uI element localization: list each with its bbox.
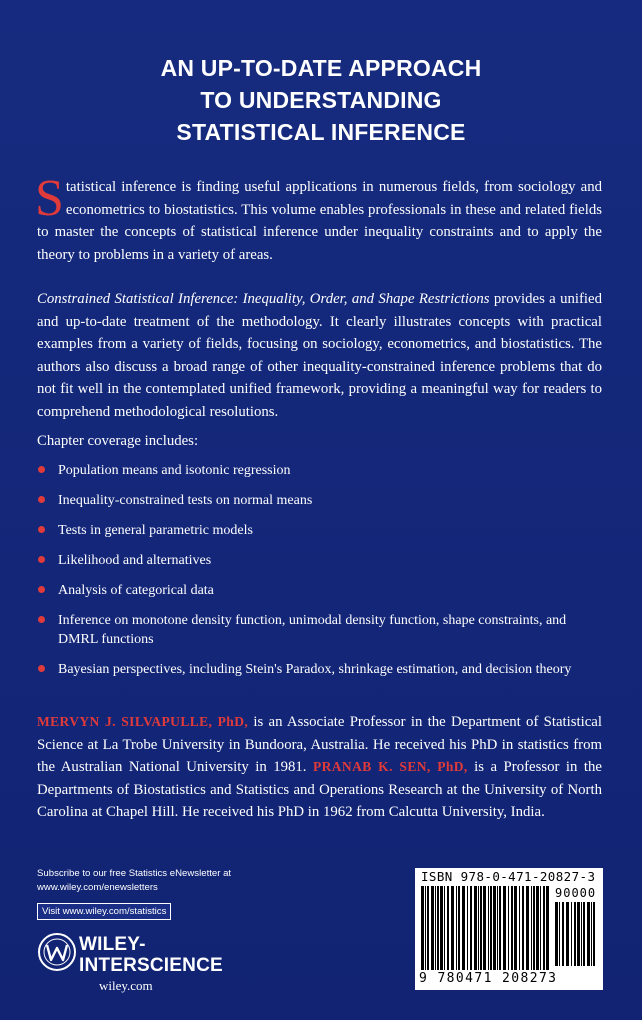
description-paragraph xyxy=(37,288,602,423)
coverage-heading: Chapter coverage includes: xyxy=(37,433,199,449)
barcode-bar xyxy=(483,886,486,970)
bullet-icon xyxy=(38,466,45,473)
barcode-bar xyxy=(526,886,529,970)
barcode-bar xyxy=(440,886,443,970)
description-text: provides a unified and up-to-date treatment of the methodology. It clearly illustrates concepts with practical examples from a variety of fields, focusing on sociology, econometrics, and biostatistics. The authors also discuss a broad range of other inequality-constrained inference problems that do not fit well in the contemplated unified framework, providing a meaningful way for readers to comprehend methodological resolutions. xyxy=(37,291,602,420)
barcode-bar xyxy=(531,886,532,970)
addon-barcode-icon xyxy=(555,902,597,966)
barcode-bar xyxy=(540,886,541,970)
barcode-bar xyxy=(587,902,590,966)
barcode-bar xyxy=(577,902,580,966)
book-title: Constrained Statistical Inference: Inequality, Order, and Shape Restrictions xyxy=(37,291,490,307)
barcode-bar xyxy=(435,886,436,970)
barcode-bar xyxy=(462,886,465,970)
headline-line-3: STATISTICAL INFERENCE xyxy=(176,119,466,145)
headline xyxy=(0,52,642,148)
barcode-bar xyxy=(427,886,429,970)
barcode-bar xyxy=(546,886,549,970)
barcode-block xyxy=(415,868,603,990)
author-bios xyxy=(37,711,602,824)
barcode-bar xyxy=(451,886,454,970)
wiley-emblem-icon xyxy=(37,932,77,972)
list-item: Likelihood and alternatives xyxy=(37,551,597,570)
barcode-bar xyxy=(503,886,506,970)
intro-text: tatistical inference is finding useful applications in numerous fields, from sociology and econometrics to biostatistics. This volume enables professionals in these and related fields to master the concepts of statistical inference under inequality constraints and to apply the theory to problems in a variety of areas. xyxy=(37,179,602,263)
list-item: Population means and isotonic regression xyxy=(37,461,597,480)
publisher-logo-text: WILEY- INTERSCIENCE xyxy=(79,934,223,976)
barcode-bar xyxy=(431,886,434,970)
newsletter-note xyxy=(37,867,231,895)
author-1-bio: is an Associate Professor in the Department of Statistical Science at La Trobe University in Bundoora, Australia. He received his PhD in statistics from the Australian National University in 1981. xyxy=(37,714,602,775)
barcode-bar xyxy=(571,902,572,966)
intro-paragraph xyxy=(35,170,602,266)
bullet-icon xyxy=(38,496,45,503)
author-1-name: MERVYN J. SILVAPULLE, PhD, xyxy=(37,714,249,729)
barcode-bar xyxy=(499,886,501,970)
barcode-bar xyxy=(555,902,558,966)
barcode-bar xyxy=(456,886,457,970)
barcode-bar xyxy=(425,886,426,970)
author-2-bio: is a Professor in the Departments of Biostatistics and Statistics and Operations Research at the University of North Carolina at Chapel Hill. He received his PhD in 1962 from Calcutta University, India. xyxy=(37,759,602,820)
barcode-bar xyxy=(444,886,445,970)
barcode-bar xyxy=(593,902,595,966)
barcode-bar xyxy=(559,902,560,966)
barcode-bar xyxy=(488,886,489,970)
ean-number: 9 780471 208273 xyxy=(419,971,558,986)
barcode-bar xyxy=(536,886,539,970)
newsletter-url[interactable]: www.wiley.com/enewsletters xyxy=(37,882,158,893)
barcode-bar xyxy=(566,902,569,966)
publisher-logo xyxy=(37,928,237,998)
barcode-bar xyxy=(421,886,424,970)
barcode-bar xyxy=(497,886,498,970)
list-item: Inequality-constrained tests on normal means xyxy=(37,491,597,510)
barcode-bar xyxy=(493,886,496,970)
publisher-url[interactable]: wiley.com xyxy=(99,978,153,993)
barcode-addon: 90000 xyxy=(555,886,597,900)
headline-line-1: AN UP-TO-DATE APPROACH xyxy=(160,55,482,81)
barcode-bar xyxy=(470,886,472,970)
bullet-icon xyxy=(38,616,45,623)
barcode-bar xyxy=(522,886,524,970)
author-2-name: PRANAB K. SEN, PhD, xyxy=(312,759,468,774)
barcode-bar xyxy=(574,902,576,966)
barcode-bar xyxy=(480,886,482,970)
barcode-bar xyxy=(581,902,582,966)
barcode-bar xyxy=(514,886,517,970)
barcode-icon xyxy=(421,886,551,970)
newsletter-line: Subscribe to our free Statistics eNewsletter at xyxy=(37,868,232,879)
barcode-bar xyxy=(533,886,535,970)
headline-line-2: TO UNDERSTANDING xyxy=(200,87,442,113)
barcode-bar xyxy=(562,902,564,966)
barcode-bar xyxy=(437,886,439,970)
coverage-list xyxy=(37,461,597,690)
barcode-bar xyxy=(474,886,477,970)
barcode-bar xyxy=(543,886,545,970)
barcode-bar xyxy=(583,902,585,966)
bullet-icon xyxy=(38,526,45,533)
barcode-bar xyxy=(591,902,592,966)
bullet-icon xyxy=(38,665,45,672)
list-item: Bayesian perspectives, including Stein's Paradox, shrinkage estimation, and decision theory xyxy=(37,660,597,679)
barcode-bar xyxy=(519,886,520,970)
barcode-bar xyxy=(478,886,479,970)
barcode-bar xyxy=(467,886,468,970)
drop-cap: S xyxy=(35,170,64,227)
barcode-bar xyxy=(458,886,460,970)
visit-url-box[interactable]: Visit www.wiley.com/statistics xyxy=(37,903,171,920)
bullet-icon xyxy=(38,586,45,593)
list-item: Inference on monotone density function, unimodal density function, shape constraints, and DMRL functions xyxy=(37,611,597,649)
list-item: Tests in general parametric models xyxy=(37,521,597,540)
barcode-bar xyxy=(508,886,509,970)
barcode-bar xyxy=(511,886,513,970)
bullet-icon xyxy=(38,556,45,563)
isbn-label: ISBN 978-0-471-20827-3 xyxy=(421,869,596,884)
barcode-bar xyxy=(447,886,449,970)
barcode-bar xyxy=(490,886,492,970)
list-item: Analysis of categorical data xyxy=(37,581,597,600)
